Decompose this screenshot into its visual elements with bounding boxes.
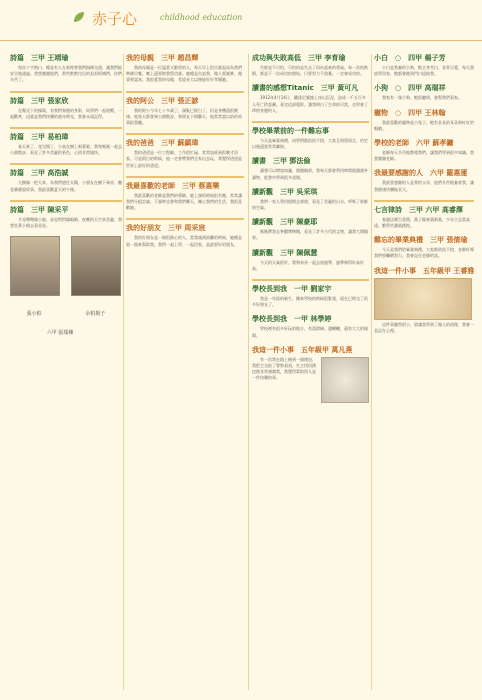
article-title: 學校長到我 一甲 劉家宇 [252,285,332,294]
column-2 [126,54,244,690]
column-1 [10,54,122,690]
article-title: 我的阿公 三甲 張正諺 [126,96,199,105]
article-title: 我最要感謝的人 六甲 羅惠蓮 [374,169,468,178]
photo-row [10,236,122,319]
article [374,84,474,101]
article [126,139,244,169]
article [126,224,244,247]
article [374,109,474,132]
article-text: 春天來了，花兒開了，小鳥在樹上唱著歌，我和媽媽一起去公園散步，看見了許多美麗的景色，心情非常愉快。 [10,144,122,156]
column-3 [252,54,369,690]
article-title: 讀新觀 三甲 陳佩慧 [252,248,318,257]
page-title: 赤子心 [92,10,138,28]
article-title: 小狗 ○ 四甲 高瑞祥 [374,84,446,93]
article-text: 大樹像一把大傘，為我們遮住太陽，小朋友在樹下乘涼，聽老爺爺說故事，我最喜歡夏天的午後。 [10,180,122,192]
article [10,97,122,120]
article-text: 我的母親是一位溫柔又勤勞的人，每天早上很早就起床為我們準備早餐，晚上還要陪我寫功課。她總是告訴我，做人要誠實，做事要認真。我很愛我的母親，希望長大以後能好好孝順她。 [126,65,242,83]
article [10,169,122,192]
article-text: 學校裡有很多好玩的地方，有溜滑梯、盪鞦韆，還有大大的操場。 [252,326,368,338]
column-4 [374,54,474,690]
article [126,97,244,127]
article-title: 七言律詩 三甲 六甲 高睿澤 [374,205,463,214]
article-text: 我們一家人利用假期去郊遊，看見了美麗的山水，呼吸了新鮮的空氣。 [252,198,368,211]
article-text: 我最喜歡的寵物是小兔子，牠有長長的耳朵和紅紅的眼睛。 [374,119,474,131]
article-text: 小白是我養的小狗，牠全身雪白，非常可愛，每天我放學回家，牠都會跑到門口迎接我。 [374,65,474,77]
leaf-icon [72,10,86,24]
article-text: 讀書可以增加知識，開闊眼界，我每天都會利用時間閱讀課外讀物，從書中學到很多道理。 [252,168,368,180]
article-text: 每次十字路口，總是有人在那裡替我們指揮交通，讓我們能安全地通過。我想謝謝他們，那些默默付出的叔叔阿姨們，你們辛苦了。 [10,65,122,83]
article-text: 我最要感謝的人是我的父母，他們辛苦地養育我，讓我健康快樂地長大。 [374,180,474,192]
article-text: 媽媽帶我去參觀博物館，看見了許多古代的文物，讓我大開眼界。 [252,229,368,241]
article-text: 今天的天氣很好，我和弟弟一起去放風箏，風箏飛得好高好高。 [252,259,364,271]
article-title: 讀書 三甲 鄧法倫 [252,157,311,166]
article-text: 1912年4月14日，鐵達尼號撞上冰山沉沒，造成一千五百多人死亡的悲劇。看完這部電影，讓我明白了生命的可貴，也學會了珍惜身邊的人。 [252,95,368,113]
article [252,54,369,77]
article-title: 我的母親 三甲 趙昌輝 [126,54,199,62]
article [374,139,474,162]
article [252,127,369,150]
article [252,249,369,272]
article [374,206,474,229]
article-text: 我家有一隻小狗，牠很聰明，會幫我們看家。 [382,95,462,101]
article-title: 難忘的畢業典禮 三甲 張倩瑜 [374,236,468,245]
article-text: 老師每天辛苦地教導我們，讓我們學到很多知識，我要謝謝老師。 [374,150,474,162]
article-text: 我的好朋友是一個很熱心的人，當我遇到困難的時候，她總是第一個來幫助我，我們一起上學，一起回家，是最要好的朋友。 [126,235,242,247]
article [252,346,369,382]
article-title: 詩篇 三甲 陳采平 [10,205,69,214]
article-title: 學校的老師 六甲 蘇孝鏞 [374,139,454,148]
article [10,206,122,229]
article [374,54,474,77]
article-title: 讀新觀 三甲 吳采琪 [252,187,318,196]
article [252,285,369,308]
article-text: 我最喜歡的老師是我們的導師，她上課的時候很有趣，常常讓我們分組討論，下課時也會和我們聊天，關心我們的生活，我很喜歡她。 [126,192,242,211]
article-title: 詩篇 三甲 高浩誠 [10,169,69,178]
article [374,267,474,334]
page-subtitle: childhood education [160,13,243,22]
article-text: 在陽光下的操場，有我們奔跑的身影，同學們一起遊戲，一起歡笑，這就是我們快樂的童年時光，我會永遠記得。 [10,107,122,119]
student-photo [10,236,60,296]
article-title: 詩篇 三甲 易柏瑋 [10,133,69,142]
article-text: 失敗並不可怕，可怕的是失去了再站起來的勇氣。每一次的跌倒，都是下一次成功的開始，只要努力不放棄，一定會成功的。 [252,65,368,77]
article-title: 我最喜歡的老師 三甲 蔡惠樂 [126,181,220,190]
article-title: 寵物 ○ 四甲 王林翰 [374,108,446,117]
article-text: 我是一年級的新生，剛來學校的時候很緊張，現在已經交了很多好朋友了。 [252,296,368,308]
article-title: 讀書的感想Titanic 三甲 黃可凡 [252,84,359,93]
article-text: 我的爸爸是一位工程師，工作很忙碌，常常加班到很晚才回家。可是假日的時候，他一定會帶我們全家出去玩，我覺得爸爸是世界上最好的爸爸。 [126,150,242,168]
article-text: 我的阿公今年七十多歲了，頭髮已經白了，但是身體還很健康。他每天都會到公園散步，和朋友下棋聊天，他常常說以前的故事給我聽。 [126,107,242,126]
photo-caption: 張小柏 [26,311,42,318]
student-photo [71,236,121,296]
article-title: 學校長到我 一甲 林學婷 [252,315,332,324]
article-text: 有一次我在路上撿到一個錢包，我把它交給了警察叔叔，失主找回錢包後非常感謝我，我覺得幫助別人是一件快樂的事。 [252,356,316,381]
article-title: 我的爸爸 三甲 蘇鎮瑋 [126,139,199,148]
article [374,169,474,192]
photo-caption: 余柏揚子 [85,311,106,318]
page-header [0,0,482,41]
illustration [321,357,369,403]
article [374,236,474,259]
article [10,133,122,156]
article-title: 學校畢業前的一件難忘事 [252,127,329,136]
article-title: 我這一件小事 五年級甲 王睿雅 [374,266,474,275]
article [252,188,369,211]
article-title: 我這一件小事 五年級甲 萬凡燕 [252,345,353,354]
article [252,218,369,241]
article-title: 詩篇 三甲 王靖瑜 [10,54,69,62]
article [126,54,244,84]
article-title: 成功與失敗高低 三甲 李育瑜 [252,54,346,62]
article-text: 春風送暖百花開，燕子歸來築新巢，少年立志當高遠，勤學苦讀莫蹉跎。 [374,216,470,229]
article-title: 我的好朋友 三甲 周采宸 [126,224,206,233]
article [252,157,369,180]
article-text: 月亮彎彎像小船，星星閃閃像眼睛，夜晚的天空真美麗，我想坐著小船去看星星。 [10,216,122,229]
article-text: 今天是畢業典禮，同學們都依依不捨，大家互相寫留言，約定以後還要常常聯絡。 [252,138,368,150]
article [10,54,122,84]
illustration [374,278,472,320]
article-title: 讀新觀 三甲 陳豪耶 [252,218,318,227]
article-title: 詩篇 三甲 張家欣 [10,96,69,105]
article [252,315,369,338]
article-title: 小白 ○ 四甲 楊子芳 [374,54,446,62]
article-text: 今天是我們的畢業典禮，大家都依依不捨，老師叮嚀我們要繼續努力，我會記住老師的話。 [374,247,474,259]
photo-footer: 六甲 張瑞棟 [46,330,74,337]
article-text: 這件事雖然很小，卻讓我學到了做人的道理，我會一直記在心裡。 [374,321,474,333]
article [252,84,369,114]
article [126,182,244,212]
